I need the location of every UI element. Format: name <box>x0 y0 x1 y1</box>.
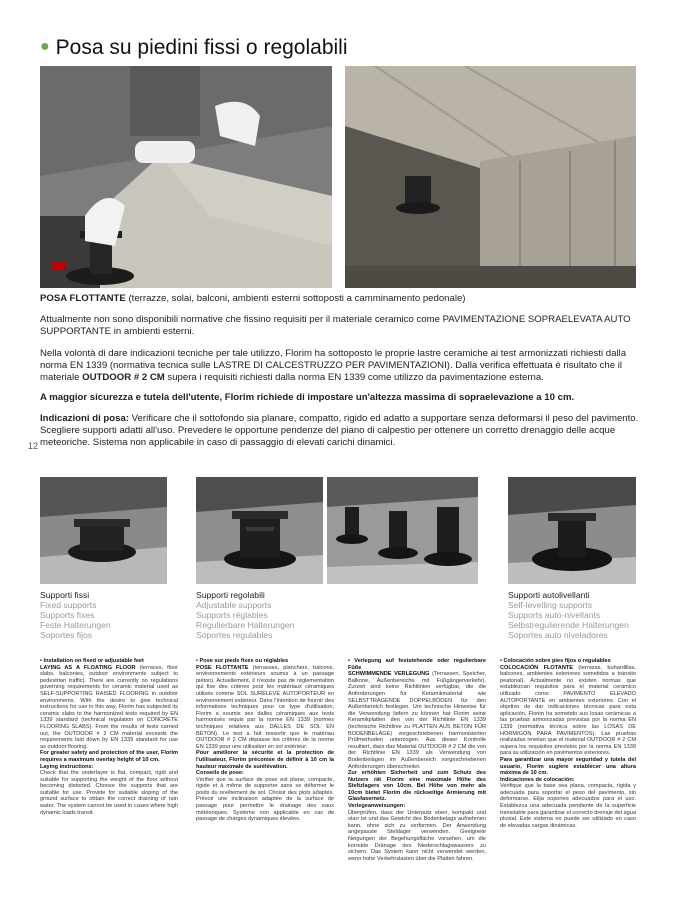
column-safety: For greater safety and protection of the user, Florim requires a maximum overlay height of 10 cm. <box>40 750 178 763</box>
column-instructions: Check that the underlayer is flat, compact, rigid and suitable for supporting the weight of the floor without becoming distorted. Choose the supports that are suitable for use. Provide for suitable sloping of the ground surface to obtain the correct draining of rain water. The system cannot be used in cases where high dynamic loads transit. <box>40 770 178 816</box>
intro-paragraph-2c: supera i requisiti richiesti dalla norma EN 1339 come utilizzo da pavimentazione esterna. <box>164 372 544 383</box>
photo-raised-floor-illustration <box>345 66 636 288</box>
caption-self-levelling-supports <box>508 590 629 640</box>
intro-heading <box>40 293 640 305</box>
caption-es: Soportes auto niveladores <box>508 630 608 640</box>
column-body: (terrazas, buhardillas, balcones, ambientes exteriores sometidos a tránsito peatonal). Actualmente no existen normas que establezcan requisitos para el material cerámico utilizado como PAVIMENTO ELEVADO AUTOPORTANTE en ambientes exteriores. Con el objetivo de dar indicaciones técnicas para esta aplicación, Florim ha sometido sus losas cerámicas a las pruebas armonizadas previstas por la norma EN 1339 (normativa técnica sobre las LOSAS DE HORMIGÓN PARA PAVIMENTOS). Las pruebas realizadas revelan que el material OUTDOOR # 2 CM supera los requisitos previstos por la norma EN 1339 para su utilización en pavimentos exteriores. <box>500 664 636 757</box>
caption-fixed-supports <box>40 590 111 640</box>
caption-en: Self-levelling supports <box>508 600 593 610</box>
intro-paragraph-safety: A maggior sicurezza e tutela dell'utente, Florim richiede di impostare un'altezza massima di sopraelevazione a 10 cm. <box>40 392 575 403</box>
intro-paragraph-2-product: OUTDOOR # 2 CM <box>82 372 165 383</box>
column-lead: SCHWIMMENDE VERLEGUNG <box>348 671 430 678</box>
adjustable-support-illustration <box>196 477 323 584</box>
caption-fr: Supports réglables <box>196 610 268 620</box>
laying-instructions-label: Indicazioni di posa: <box>40 413 130 424</box>
page-number: 12 <box>28 441 39 451</box>
intro-paragraph-2a: Nella volontà di dare indicazioni tecniche per tale utilizzo, Florim ha sottoposto le proprie lastre ceramiche ai test armonizzati richiesti dalla norma EN 1339 (normativa tecnica sulle LASTRE DI CALCESTRUZZO PER PAVIMENTAZIONI). Dalla verifica effettuata è risultato che il materiale <box>40 348 627 383</box>
column-lead: POSE FLOTTANTE <box>196 664 249 671</box>
column-safety: Para garantizar una mayor seguridad y tutela del usuario, Florim sugiere establecer una altura máxima de 10 cm. <box>500 756 636 777</box>
caption-de: Feste Halterungen <box>40 620 111 630</box>
column-instructions-label: Verlegeanweisungen: <box>348 803 406 810</box>
caption-es: Soportes fijos <box>40 630 93 640</box>
column-instructions-label: Conseils de pose: <box>196 770 244 777</box>
column-heading: • Installation on fixed or adjustable feet <box>40 658 144 664</box>
photo-fixed-support <box>40 477 167 584</box>
column-lead: LAYING AS A FLOATING FLOOR <box>40 664 136 671</box>
column-lead: COLOCACIÓN FLOTANTE <box>500 664 574 671</box>
page-title-text: Posa su piedini fissi o regolabili <box>55 36 348 59</box>
column-french <box>196 658 334 823</box>
column-spanish <box>500 658 636 829</box>
column-german <box>348 658 486 862</box>
fixed-support-illustration <box>40 477 167 584</box>
photo-self-levelling-support <box>508 477 636 584</box>
caption-es: Soportes regulables <box>196 630 273 640</box>
photo-adjustable-supports-group <box>327 477 478 584</box>
adjustable-supports-group-illustration <box>327 477 478 584</box>
caption-adjustable-supports <box>196 590 294 640</box>
column-safety: Zur erhöhten Sicherheit und zum Schutz des Nutzers rät Florim eine maximale Höhe des Steltzlagers von 10cm. Bei Höhe von mehr als 10cm bietet Florim die rückseitige Armierung mit Glasfasernetz. <box>348 770 486 803</box>
intro-heading-rest: (terrazze, solai, balconi, ambienti esterni sottoposti a camminamento pedonale) <box>125 293 466 304</box>
column-body: (Terrassen, Speicher, Balkone, Außenbereiche mit Fußgängerverkehr). Zurzeit sind keine Richtlinien verfügbar, die die Anforderungen für Keramikmaterial wie SELBSTTRAGENDE DOPPELBÖDEN für den Außenbereich festlegen. Um technische Hinweise für die Verwendung liefern zu können hat Florim seine Keramikplatten den von der Richtlinie EN 1339 (technische Richtlinie zu PLATTEN AUS BETON FÜR BODENBELÄGE) vorgeschriebenen harmonisierten Prüfmethoden unterzogen. Aus dieser Kontrolle resultiert, dass das Material OUTDOOR # 2 CM die von der Richtlinie EN 1339 als Verwendung von Bodenbelägen im Außenbereich vorgeschriebenen Anforderungen überschreitet. <box>348 671 486 770</box>
caption-main: Supporti regolabili <box>196 590 265 600</box>
column-instructions-label: Laying instructions: <box>40 763 94 770</box>
photo-adjustable-support <box>196 477 323 584</box>
column-instructions: Vérifier que la surface de pose est plane, compacte, rigide et à même de supporter sans se déformer le poids du revêtement de sol. Choisir des plots adaptés. Prévoir une inclinaison adaptée de la surface de passage pour permettre le drainage des eaux météoriques. Système non applicable en cas de passage de charges dynamiques élevées. <box>196 776 334 823</box>
photo-raised-floor <box>345 66 636 288</box>
laying-instructions-text: Verificare che il sottofondo sia planare, compatto, rigido ed adatto a supportare senza deformarsi il peso del pavimento. Scegliere supporti adatti all'uso. Prevedere le opportune pendenze del piano di calpestio per ottenere un corretto drenaggio delle acque meteoriche. Sistema non applicabile in caso di passaggio di elevati carichi dinamici. <box>40 413 639 448</box>
caption-main: Supporti fissi <box>40 590 90 600</box>
column-heading: • Colocación sobre pies fijos o regulables <box>500 658 611 664</box>
intro-paragraph-2 <box>40 348 640 384</box>
caption-de: Selbstregulierende Halterungen <box>508 620 629 630</box>
bullet-icon: ● <box>40 38 50 55</box>
column-instructions: Überprüfen, dass der Unterputz eben, kompakt und starr ist und das Gewicht des Bodenbelags aufnehmen kann, ohne sich zu verformen. Der Anwendung angepasste Steldager verwenden. Geeignete Neigungen der Begehungsfläche vorsehen, um die korrekte Dränage des Niederschlagswassers zu sichern. Das System kann nicht verwendet werden, wenn hohe Verkehrslasten über die Platten fahren. <box>348 809 486 862</box>
caption-fr: Supports auto-nivellants <box>508 610 601 620</box>
column-safety: Pour améliorer la sécurité et la protection de l'utilisateur, Florim préconise de définir à 10 cm la hauteur maximale de surélévation. <box>196 750 334 770</box>
page-title <box>40 36 348 60</box>
column-body: (terrasses, planchers, balcons, environnements extérieurs soumis à un passage piéton). Actuellement, il n'existe pas de réglementation qui fixe des critères pour les matériaux céramiques utilisés comme SOL SURÉLEVÉ AUTOPORTEUR en environnement extérieur. Dans l'intention de fournir des informations techniques pour ce type d'utilisation, Florim a soumis ses dalles céramiques aux tests harmonisés requis par la norme EN 1339 (normes techniques relatives aux DALLES DE SOL EN BÉTON). Le test a fait ressortir que le matériau OUTDOOR # 2 CM dépasse les critères de la norme EN 1339 pour une utilisation en sol extérieur. <box>196 664 334 750</box>
intro-laying-instructions <box>40 413 640 449</box>
column-instructions-label: Indicaciones de colocación: <box>500 776 575 783</box>
column-heading: • Verlegung auf feststehende oder regulierbare Füße <box>348 658 486 671</box>
caption-en: Fixed supports <box>40 600 97 610</box>
self-levelling-support-illustration <box>508 477 636 584</box>
caption-en: Adjustable supports <box>196 600 272 610</box>
intro-heading-bold: POSA FLOTTANTE <box>40 293 126 304</box>
column-instructions: Verifique que la base sea plana, compacta, rígida y adecuada para soportar el peso del pavimento, sin deformarse. Elija soportes adecuados para el uso. Establezca una adecuada pendiente de la superficie transitable para garantizar el correcto drenaje del agua pluvial. Este sistema no puede ser utilizado en caso de elevadas cargas dinámicas. <box>500 783 636 829</box>
column-heading: • Pose sur pieds fixes ou réglables <box>196 658 289 664</box>
column-english <box>40 658 178 816</box>
caption-de: Regulierbare Halterungen <box>196 620 295 630</box>
caption-fr: Supports fixes <box>40 610 95 620</box>
photo-laying-tile <box>40 66 332 288</box>
intro-paragraph-1: Attualmente non sono disponibili normative che fissino requisiti per il materiale ceramico come PAVIMENTAZIONE SOPRAELEVATA AUTO SUPPORTANTE in ambienti esterni. <box>40 314 631 337</box>
caption-main: Supporti autolivellanti <box>508 590 590 600</box>
photo-laying-tile-illustration <box>40 66 332 288</box>
column-body: (terraces, floor slabs, balconies, outdoor environments subject to pedestrian traffic). There are currently no regulations governing requirements for ceramic material used as SELF-SUPPORTING RAISED FLOORING in outdoor environments. With the desire to give technical instructions for use in this way, Florim has subjected its ceramic slabs to the harmonized tests required by EN 1339 standard (technical regulation on CONCRETE FLOORING SLABS). From the results of tests carried out, the OUTDOOR # 2 CM material exceeds the requirements laid down by EN 1339 standard for use as outdoor flooring. <box>40 664 178 750</box>
